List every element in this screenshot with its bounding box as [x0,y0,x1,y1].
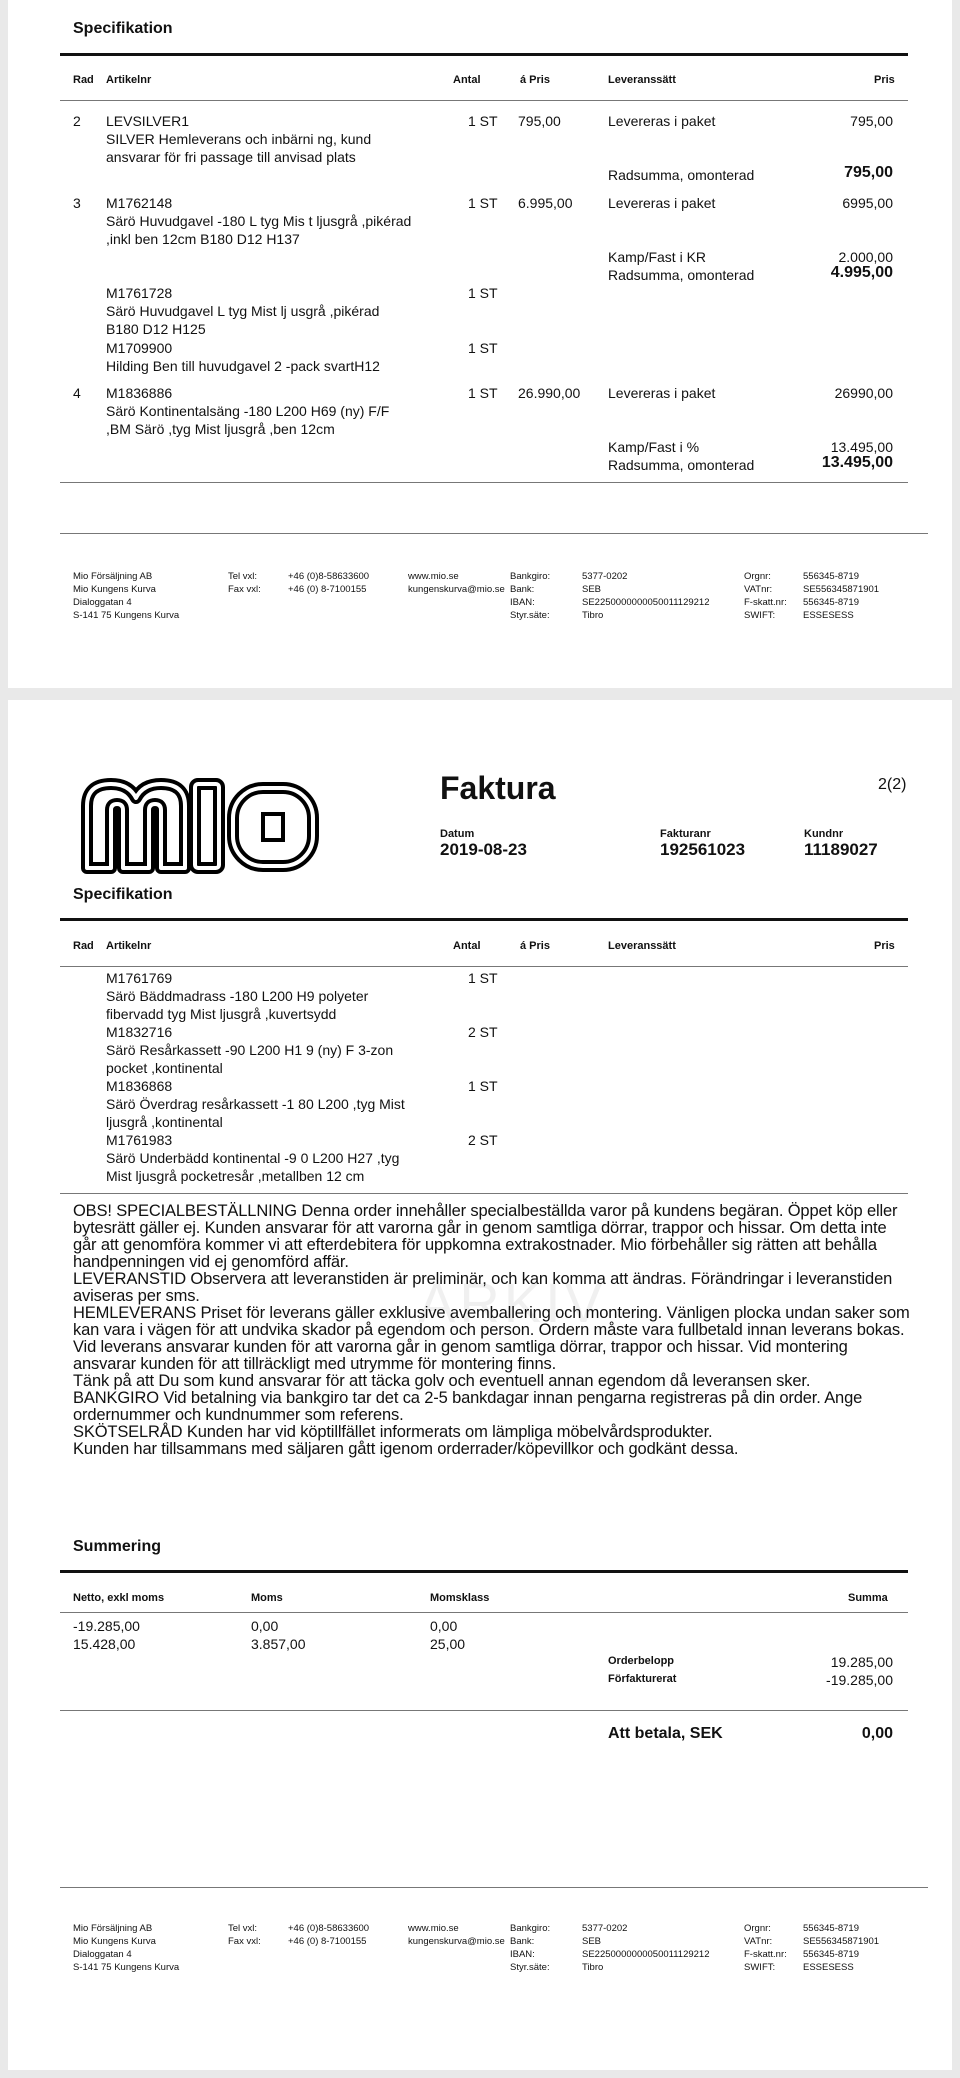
summary-momsklass: 0,00 [430,1618,458,1634]
delivery-method: Levereras i paket [608,113,716,129]
quantity: 1 ST [468,113,498,129]
summary-moms: 3.857,00 [251,1636,306,1652]
col-header-artikelnr: Artikelnr [106,940,152,952]
summary-moms: 0,00 [251,1618,279,1634]
col-header-antal: Antal [453,74,481,86]
article-number: M1832716 [106,1024,173,1040]
price: 6995,00 [842,195,893,211]
article-number: M1762148 [106,195,173,211]
row-sum-label: Radsumma, omonterad [608,457,755,473]
summary-netto: -19.285,00 [73,1618,140,1634]
footer-contact [408,570,505,596]
prepaid-amount: -19.285,00 [826,1672,893,1688]
footer-bank-values: 5377-0202 SEB SE2250000000050011129212 Tibro [582,1923,710,1973]
row-sum-label: Radsumma, omonterad [608,267,755,283]
footer-phone-labels: Tel vxl: Fax vxl: [228,571,261,595]
article-number: M1836886 [106,385,173,401]
order-amount: 19.285,00 [830,1654,893,1670]
row-number: 3 [73,195,81,211]
summary-bottom-rule [60,1710,908,1711]
col-header-apris: á Pris [520,940,550,952]
article-number: M1761728 [106,285,173,301]
invoice-number: 192561023 [660,840,746,859]
article-description: SILVER Hemleverans och inbärni ng, kund ansvarar för fri passage till anvisad plats [106,131,372,165]
order-amount-label: Orderbelopp [608,1655,675,1667]
section-title: Specifikation [73,20,173,37]
prepaid-label: Förfakturerat [608,1673,677,1685]
footer-rule [60,533,928,534]
article-description: Särö Underbädd kontinental -9 0 L200 H27 ,tyg Mist ljusgrå pocketresår ,metallben 12 cm [106,1150,400,1184]
discount-label: Kamp/Fast i KR [608,249,707,265]
footer-rule [60,1887,928,1888]
col-header-momsklass: Momsklass [430,1592,490,1604]
header-rule [60,100,908,101]
quantity: 1 ST [468,195,498,211]
footer-phone-labels: Tel vxl: Fax vxl: [228,1923,261,1947]
price: 795,00 [850,113,893,129]
summary-header-rule [60,1612,908,1613]
document-title: Faktura [440,770,556,806]
amount-due: 0,00 [861,1725,893,1742]
col-header-leveranssatt: Leveranssätt [608,74,676,86]
header-rule [60,966,908,967]
unit-price: 26.990,00 [518,385,581,401]
row-number: 4 [73,385,81,401]
article-description: Hilding Ben till huvudgavel 2 -pack svartH12 [106,358,380,374]
invoice-page-2 [8,700,952,2070]
email-link[interactable]: kungenskurva@mio.se [408,1936,505,1947]
amount-due-label: Att betala, SEK [608,1725,723,1742]
row-sum: 4.995,00 [830,264,893,281]
article-number: M1761769 [106,970,173,986]
article-description: Särö Överdrag resårkassett -1 80 L200 ,tyg Mist ljusgrå ,kontinental [106,1096,405,1130]
quantity: 1 ST [468,970,498,986]
unit-price: 795,00 [518,113,561,129]
row-sum: 795,00 [844,164,893,181]
archive-watermark: ARKIV [418,1271,607,1334]
quantity: 1 ST [468,340,498,356]
page-number: 2(2) [878,776,907,793]
footer-contact [408,1922,505,1948]
footer-company: Mio Försäljning AB Mio Kungens Kurva Dialoggatan 4 S-141 75 Kungens Kurva [73,571,180,621]
discount-value: 2.000,00 [838,249,893,265]
summary-netto: 15.428,00 [73,1636,136,1652]
col-header-leveranssatt: Leveranssätt [608,940,676,952]
quantity: 2 ST [468,1132,498,1148]
footer-bank-labels: Bankgiro: Bank: IBAN: Styr.säte: [510,571,551,621]
mio-logo [73,768,325,880]
article-number: M1761983 [106,1132,173,1148]
table-top-rule [60,918,908,921]
unit-price: 6.995,00 [518,195,573,211]
col-header-summa: Summa [848,1592,888,1604]
col-header-apris: á Pris [520,74,550,86]
footer-org-labels: Orgnr: VATnr: F-skatt.nr: SWIFT: [744,1923,787,1973]
article-description: Särö Kontinentalsäng -180 L200 H69 (ny) F/F ,BM Särö ,tyg Mist ljusgrå ,ben 12cm [106,403,390,437]
row-sum-label: Radsumma, omonterad [608,167,755,183]
table-top-rule [60,53,908,56]
delivery-method: Levereras i paket [608,195,716,211]
delivery-method: Levereras i paket [608,385,716,401]
discount-value: 13.495,00 [830,439,893,455]
row-sum: 13.495,00 [821,454,893,471]
footer-bank-labels: Bankgiro: Bank: IBAN: Styr.säte: [510,1923,551,1973]
article-description: Särö Bäddmadrass -180 L200 H9 polyeter fibervadd tyg Mist ljusgrå ,kuvertsydd [106,988,369,1022]
summary-momsklass: 25,00 [430,1636,466,1652]
invoice-number-label: Fakturanr [660,828,711,840]
article-number: M1836868 [106,1078,173,1094]
website-link[interactable]: www.mio.se [408,571,459,582]
article-description: Särö Huvudgavel L tyg Mist lj usgrå ,pikérad B180 D12 H125 [106,303,380,337]
col-header-pris: Pris [874,940,895,952]
terms-notes: OBS! SPECIALBESTÄLLNING Denna order innehåller specialbeställda varor på kundens begäran. Öppet köp eller bytesrätt gäller ej. Kunden ansvarar för att varorna går in genom samtliga dörrar, trappor och hissar. Om detta inte går att genomföra kommer vi att efterdebitera för uppkomna extrakostnader. Mio förbehåller sig rätten att behålla handpenningen vid ej genomförd affär. LEVERANSTID Observera att leveranstiden är preliminär, och kan komma att ändras. Förändringar i leveranstiden aviseras per sms. HEMLEVERANS Priset för leverans gäller exklusive avemballering och montering. Vänligen plocka undan saker som kan vara i vägen för att undvika skador på egendom och person. Ordern måste vara fullbetald innan leverans bokas. Vid leverans ansvarar kunden för att varorna går in genom samtliga dörrar, trappor och hissar. Vid montering ansvarar kunden för att tillräckligt med utrymme för montering finns. Tänk på att Du som kund ansvarar för att täcka golv och eventuell annan egendom då leveransen sker. BANKGIRO Vid betalning via bankgiro tar det ca 2-5 bankdagar innan pengarna registreras på din order. Ange ordernummer och kundnummer som referens. SKÖTSELRÅD Kunden har vid köptillfället informerats om lämpliga möbelvårdsprodukter. Kunden har tillsammans med säljaren gått igenom orderrader/köpevillkor och godkänt dessa. [73,1202,910,1458]
table-bottom-rule [60,482,908,483]
col-header-artikelnr: Artikelnr [106,74,152,86]
col-header-netto: Netto, exkl moms [73,1592,165,1604]
email-link[interactable]: kungenskurva@mio.se [408,584,505,595]
article-number: M1709900 [106,340,173,356]
article-description: Särö Huvudgavel -180 L tyg Mis t ljusgrå ,pikérad ,inkl ben 12cm B180 D12 H137 [106,213,412,247]
footer-company: Mio Försäljning AB Mio Kungens Kurva Dialoggatan 4 S-141 75 Kungens Kurva [73,1923,180,1973]
col-header-pris: Pris [874,74,895,86]
customer-number: 11189027 [804,840,878,859]
price: 26990,00 [834,385,893,401]
footer-org-labels: Orgnr: VATnr: F-skatt.nr: SWIFT: [744,571,787,621]
website-link[interactable]: www.mio.se [408,1923,459,1934]
summary-title: Summering [73,1538,162,1555]
col-header-rad: Rad [73,74,94,86]
invoice-page-1 [8,0,952,688]
quantity: 1 ST [468,1078,498,1094]
quantity: 1 ST [468,285,498,301]
col-header-antal: Antal [453,940,481,952]
summary-top-rule [60,1570,908,1573]
article-number: LEVSILVER1 [106,113,190,129]
article-description: Särö Resårkassett -90 L200 H1 9 (ny) F 3-zon pocket ,kontinental [106,1042,394,1076]
footer-phone-values: +46 (0)8-58633600 +46 (0) 8-7100155 [288,1923,370,1947]
quantity: 1 ST [468,385,498,401]
table-bottom-rule [60,1193,908,1194]
row-number: 2 [73,113,81,129]
section-title: Specifikation [73,886,173,903]
footer-org-values: 556345-8719 SE556345871901 556345-8719 ESSESESS [803,1923,880,1973]
quantity: 2 ST [468,1024,498,1040]
footer-phone-values: +46 (0)8-58633600 +46 (0) 8-7100155 [288,571,370,595]
col-header-moms: Moms [251,1592,283,1604]
footer-org-values: 556345-8719 SE556345871901 556345-8719 ESSESESS [803,571,880,621]
date-label: Datum [440,828,475,840]
invoice-date: 2019-08-23 [440,840,527,859]
customer-number-label: Kundnr [804,828,844,840]
discount-label: Kamp/Fast i % [608,439,700,455]
footer-bank-values: 5377-0202 SEB SE2250000000050011129212 Tibro [582,571,710,621]
col-header-rad: Rad [73,940,94,952]
